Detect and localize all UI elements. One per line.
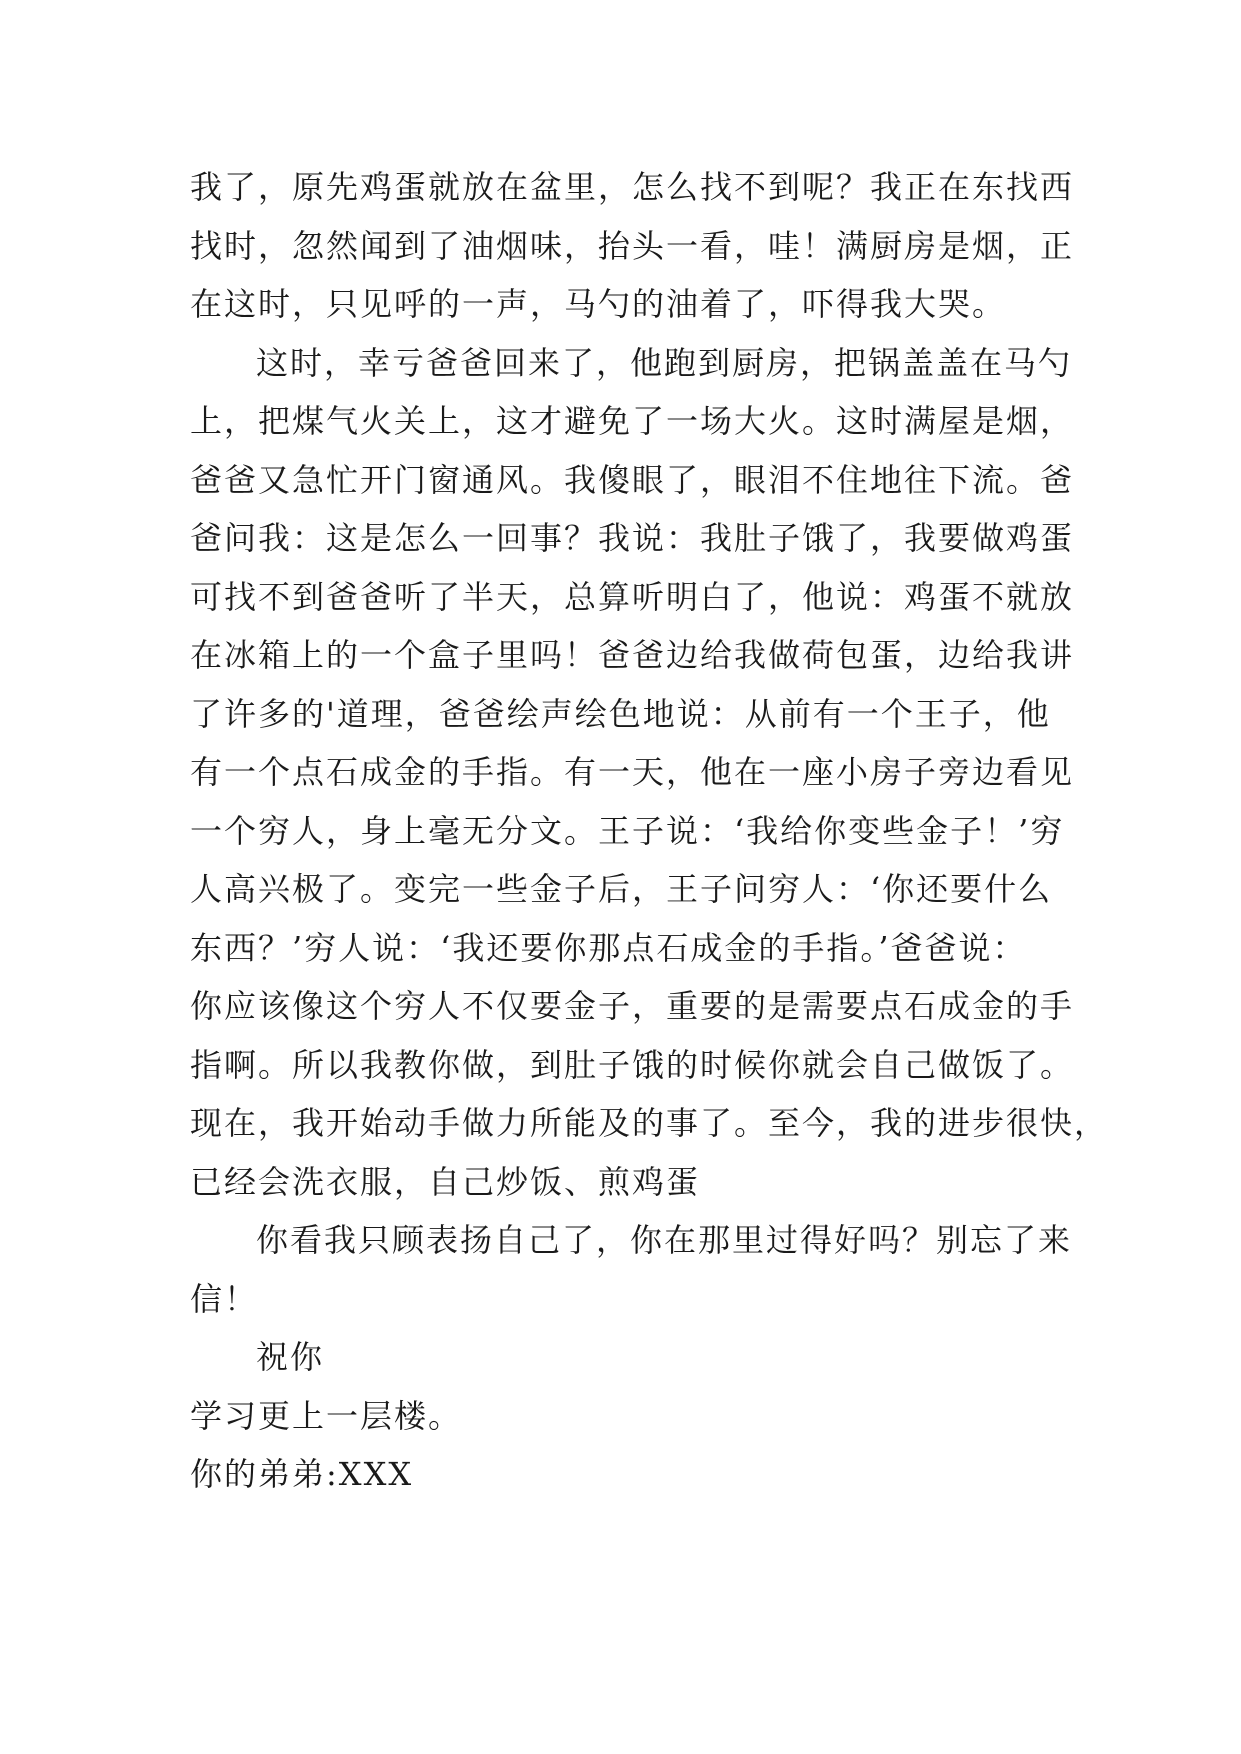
text-line: 在这时，只见呼的一声，马勺的油着了，吓得我大哭。 (190, 285, 1007, 323)
text-line: 一个穷人，身上毫无分文。王子说：‘我给你变些金子！’穷 (190, 811, 1065, 850)
greeting-line: 祝你 (256, 1338, 325, 1376)
text-line: 爸问我：这是怎么一回事？我说：我肚子饿了，我要做鸡蛋 (190, 519, 1075, 557)
text-line: 人高兴极了。变完一些金子后，王子问穷人：‘你还要什么 (190, 870, 1053, 908)
text-line: 可找不到爸爸听了半天，总算听明白了，他说：鸡蛋不就放 (190, 577, 1075, 616)
text-line: 上，把煤气火关上，这才避免了一场大火。这时满屋是烟， (190, 402, 1075, 440)
wish-line: 学习更上一层楼。 (190, 1396, 463, 1435)
text-line: 找时，忽然闻到了油烟味，抬头一看，哇！满厨房是烟，正 (190, 226, 1075, 265)
text-line: 已经会洗衣服，自己炒饭、煎鸡蛋 (190, 1162, 701, 1201)
text-line: 有一个点石成金的手指。有一天，他在一座小房子旁边看见 (190, 753, 1075, 791)
text-line: 爸爸又急忙开门窗通风。我傻眼了，眼泪不住地往下流。爸 (190, 460, 1075, 499)
text-line: 你应该像这个穷人不仅要金子，重要的是需要点石成金的手 (190, 987, 1075, 1025)
text-line: 你看我只顾表扬自己了，你在那里过得好吗？别忘了来 (256, 1221, 1073, 1259)
text-line: 指啊。所以我教你做，到肚子饿的时候你就会自己做饭了。 (190, 1045, 1075, 1084)
signature-line: 你的弟弟:XXX (190, 1455, 414, 1493)
text-line: 我了，原先鸡蛋就放在盆里，怎么找不到呢？我正在东找西 (190, 168, 1075, 206)
text-line: 信！ (190, 1279, 259, 1318)
letter-body (190, 158, 1109, 1504)
text-line: 现在，我开始动手做力所能及的事了。至今，我的进步很快， (190, 1104, 1109, 1142)
text-line: 东西？’穷人说：‘我还要你那点石成金的手指。’爸爸说： (190, 928, 1027, 967)
text-line: 了许多的'道理，爸爸绘声绘色地说：从前有一个王子，他 (190, 694, 1051, 733)
text-line: 这时，幸亏爸爸回来了，他跑到厨房，把锅盖盖在马勺 (256, 343, 1073, 382)
text-line: 在冰箱上的一个盒子里吗！爸爸边给我做荷包蛋，边给我讲 (190, 636, 1075, 674)
